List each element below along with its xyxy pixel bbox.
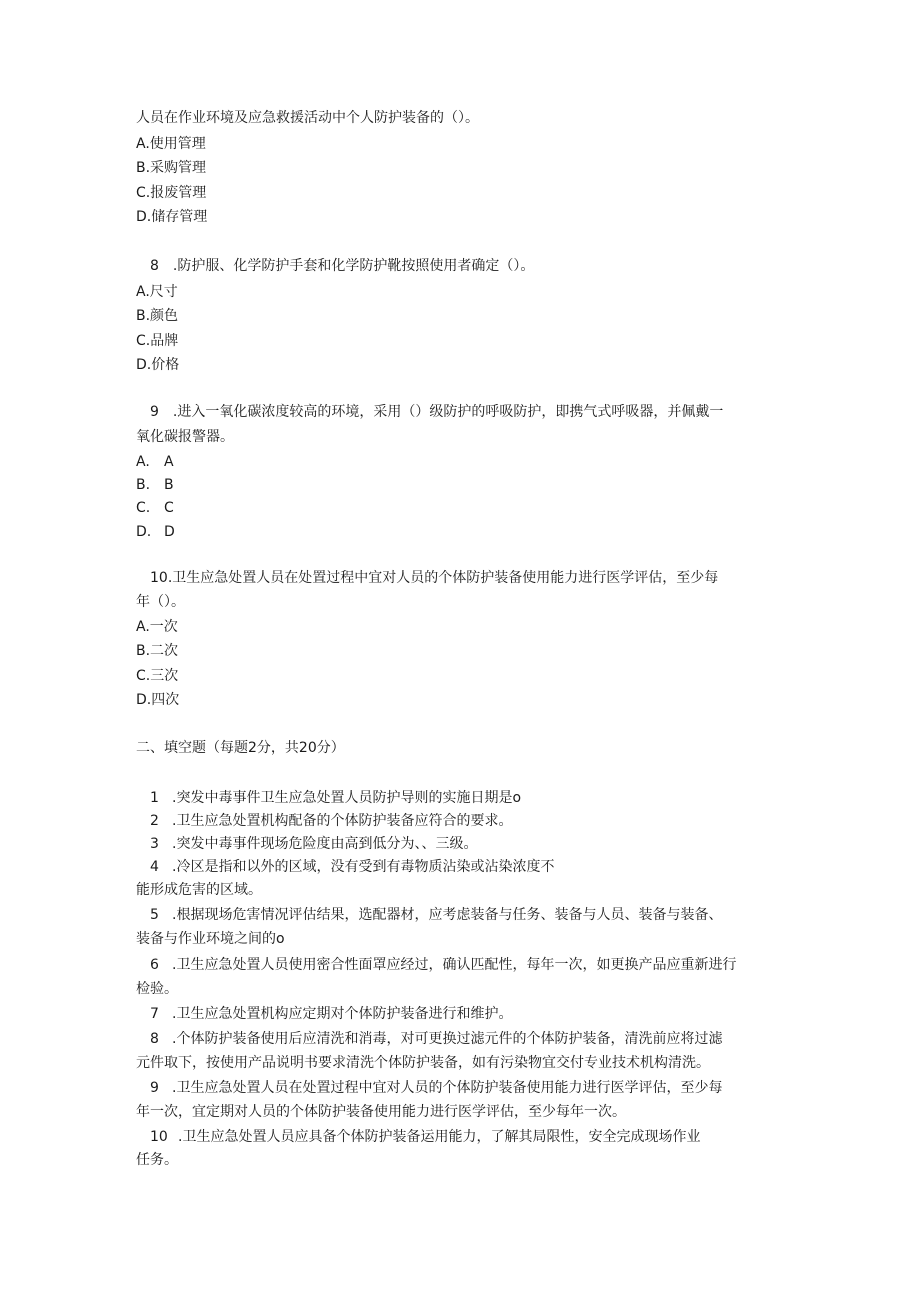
- item-number: 6: [150, 957, 159, 973]
- q10-option-a: A.一次: [136, 619, 178, 635]
- q6-option-b: B.采购管理: [136, 160, 207, 176]
- q9-stem-line2: 氧化碳报警器。: [136, 429, 234, 445]
- q9-stem-line1: 9 .进入一氧化碳浓度较高的环境，采用（）级防护的呼吸防护，即携气式呼吸器，并佩戴一: [150, 404, 724, 420]
- option-letter: D.: [136, 524, 152, 540]
- fill-blank-continuation: 检验。: [136, 981, 178, 997]
- q8-stem: 8 .防护服、化学防护手套和化学防护靴按照使用者确定（）。: [150, 258, 535, 274]
- q8-option-d: D.价格: [136, 357, 180, 373]
- fill-blank-item: [150, 1078, 722, 1098]
- item-text: .卫生应急处置人员使用密合性面罩应经过，确认匹配性，每年一次，如更换产品应重新进行: [172, 957, 737, 973]
- q8-option-a: A.尺寸: [136, 284, 178, 300]
- q8-option-b: B.颜色: [136, 308, 179, 324]
- item-number: 4: [150, 859, 159, 875]
- fill-blank-item: [150, 834, 477, 854]
- item-number: 8: [150, 1031, 159, 1047]
- item-text: .个体防护装备使用后应清洗和消毒，对可更换过滤元件的个体防护装备，清洗前应将过滤: [172, 1031, 723, 1047]
- fill-blank-continuation: 任务。: [136, 1152, 178, 1168]
- fill-blank-item: [150, 955, 736, 975]
- q10-option-c: C.三次: [136, 668, 179, 684]
- q10-stem-line1: 10.卫生应急处置人员在处置过程中宜对人员的个体防护装备使用能力进行医学评估，至少每: [150, 570, 719, 586]
- fill-blank-item: [150, 788, 521, 808]
- item-text: .卫生应急处置人员应具备个体防护装备运用能力，了解其局限性，安全完成现场作业: [178, 1129, 701, 1145]
- q9-option-d: [136, 522, 175, 542]
- item-text: .根据现场危害情况评估结果，选配器材，应考虑装备与任务、装备与人员、装备与装备、: [172, 907, 723, 923]
- option-text: A: [164, 454, 174, 470]
- section-heading: 二、填空题（每题2分，共20分）: [136, 740, 345, 756]
- q8-option-c: C.品牌: [136, 333, 179, 349]
- item-number: 1: [150, 790, 159, 806]
- fill-blank-continuation: 元件取下，按使用产品说明书要求清洗个体防护装备，如有污染物宜交付专业技术机构清洗。: [136, 1055, 710, 1071]
- fill-blank-continuation: 装备与作业环境之间的o: [136, 931, 285, 947]
- item-number: 9: [150, 1080, 159, 1096]
- option-letter: A.: [136, 454, 150, 470]
- q10-option-b: B.二次: [136, 643, 179, 659]
- item-number: 3: [150, 836, 159, 852]
- item-text: .卫生应急处置机构应定期对个体防护装备进行和维护。: [172, 1006, 513, 1022]
- q10-stem-line2: 年（）。: [136, 594, 185, 610]
- fill-blank-item: [150, 905, 722, 925]
- item-text: .卫生应急处置人员在处置过程中宜对人员的个体防护装备使用能力进行医学评估，至少每: [172, 1080, 723, 1096]
- fill-blank-item: [150, 1004, 512, 1024]
- fill-blank-continuation: 年一次，宜定期对人员的个体防护装备使用能力进行医学评估，至少每年一次。: [136, 1104, 626, 1120]
- option-text: B: [164, 477, 174, 493]
- q9-option-a: [136, 452, 174, 472]
- q9-option-b: [136, 475, 174, 495]
- item-number: 10: [150, 1129, 168, 1145]
- option-letter: C.: [136, 500, 151, 516]
- fill-blank-item: [150, 857, 554, 877]
- q10-option-d: D.四次: [136, 692, 180, 708]
- fill-blank-item: [150, 1127, 700, 1147]
- q6-option-d: D.储存管理: [136, 209, 208, 225]
- item-text: .突发中毒事件卫生应急处置人员防护导则的实施日期是o: [172, 790, 522, 806]
- q6-stem: 人员在作业环境及应急救援活动中个人防护装备的（）。: [136, 110, 479, 126]
- q9-option-c: [136, 498, 174, 518]
- item-text: .突发中毒事件现场危险度由高到低分为、、三级。: [172, 836, 478, 852]
- q6-option-a: A.使用管理: [136, 136, 206, 152]
- fill-blank-item: [150, 1029, 722, 1049]
- option-text: C: [164, 500, 174, 516]
- item-text: .冷区是指和以外的区域，没有受到有毒物质沾染或沾染浓度不: [172, 859, 555, 875]
- option-text: D: [164, 524, 175, 540]
- option-letter: B.: [136, 477, 151, 493]
- item-number: 7: [150, 1006, 159, 1022]
- fill-blank-item: [150, 811, 512, 831]
- item-number: 2: [150, 813, 159, 829]
- fill-blank-continuation: 能形成危害的区域。: [136, 882, 262, 898]
- q6-option-c: C.报废管理: [136, 185, 207, 201]
- item-number: 5: [150, 907, 159, 923]
- item-text: .卫生应急处置机构配备的个体防护装备应符合的要求。: [172, 813, 513, 829]
